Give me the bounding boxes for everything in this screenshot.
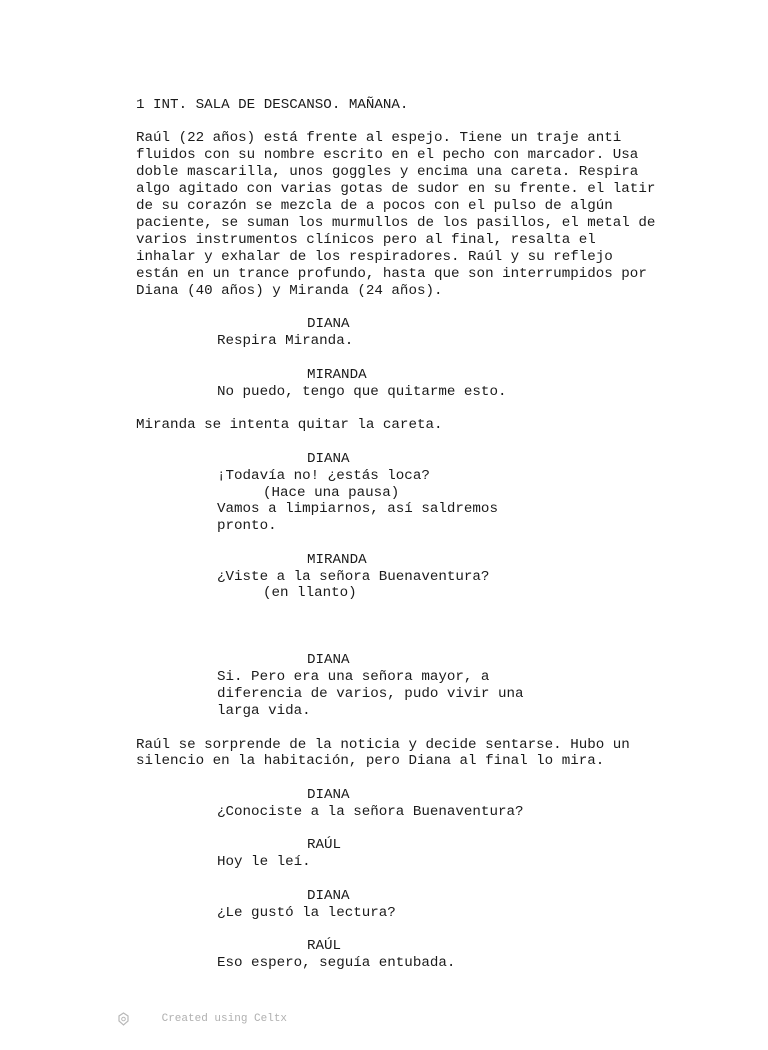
celtx-footer[interactable]: [117, 988, 287, 1050]
character-name: RAÚL: [307, 837, 342, 853]
action-line: están en un trance profundo, hasta que son interrumpidos por: [136, 266, 647, 282]
dialogue-line: diferencia de varios, pudo vivir una: [217, 686, 524, 702]
action-line: inhalar y exhalar de los respiradores. Raúl y su reflejo: [136, 249, 613, 265]
character-name: DIANA: [307, 787, 350, 803]
dialogue-line: Hoy le leí.: [217, 854, 311, 870]
action-line: de su corazón se mezcla de a pocos con el pulso de algún: [136, 198, 613, 214]
character-name: DIANA: [307, 316, 350, 332]
action-line: doble mascarilla, unos goggles y encima una careta. Respira: [136, 164, 639, 180]
action-line: paciente, se suman los murmullos de los pasillos, el metal de: [136, 215, 656, 231]
character-name: DIANA: [307, 888, 350, 904]
dialogue-line: ¿Viste a la señora Buenaventura?: [217, 569, 490, 585]
celtx-logo-icon: [117, 988, 157, 1050]
action-line: Diana (40 años) y Miranda (24 años).: [136, 283, 443, 299]
dialogue-line: ¿Le gustó la lectura?: [217, 905, 396, 921]
action-line: Raúl (22 años) está frente al espejo. Tiene un traje anti: [136, 130, 622, 146]
parenthetical: (en llanto): [263, 585, 357, 601]
dialogue-line: pronto.: [217, 518, 277, 534]
parenthetical: (Hace una pausa): [263, 485, 400, 501]
dialogue-line: Vamos a limpiarnos, así saldremos: [217, 501, 498, 517]
action-line: fluidos con su nombre escrito en el pecho con marcador. Usa: [136, 147, 639, 163]
scene-heading: 1 INT. SALA DE DESCANSO. MAÑANA.: [136, 97, 409, 113]
dialogue-line: Eso espero, seguía entubada.: [217, 955, 456, 971]
action-line: silencio en la habitación, pero Diana al final lo mira.: [136, 753, 605, 769]
footer-text: Created using Celtx: [161, 1013, 288, 1025]
character-name: MIRANDA: [307, 367, 367, 383]
dialogue-line: ¡Todavía no! ¿estás loca?: [217, 468, 430, 484]
character-name: MIRANDA: [307, 552, 367, 568]
dialogue-line: Respira Miranda.: [217, 333, 354, 349]
action-line: Miranda se intenta quitar la careta.: [136, 417, 443, 433]
character-name: DIANA: [307, 451, 350, 467]
character-name: DIANA: [307, 652, 350, 668]
action-line: algo agitado con varias gotas de sudor en su frente. el latir: [136, 181, 656, 197]
dialogue-line: No puedo, tengo que quitarme esto.: [217, 384, 507, 400]
character-name: RAÚL: [307, 938, 342, 954]
dialogue-line: larga vida.: [217, 703, 311, 719]
action-line: varios instrumentos clínicos pero al final, resalta el: [136, 232, 596, 248]
dialogue-line: Si. Pero era una señora mayor, a: [217, 669, 490, 685]
dialogue-line: ¿Conociste a la señora Buenaventura?: [217, 804, 524, 820]
action-line: Raúl se sorprende de la noticia y decide sentarse. Hubo un: [136, 737, 630, 753]
